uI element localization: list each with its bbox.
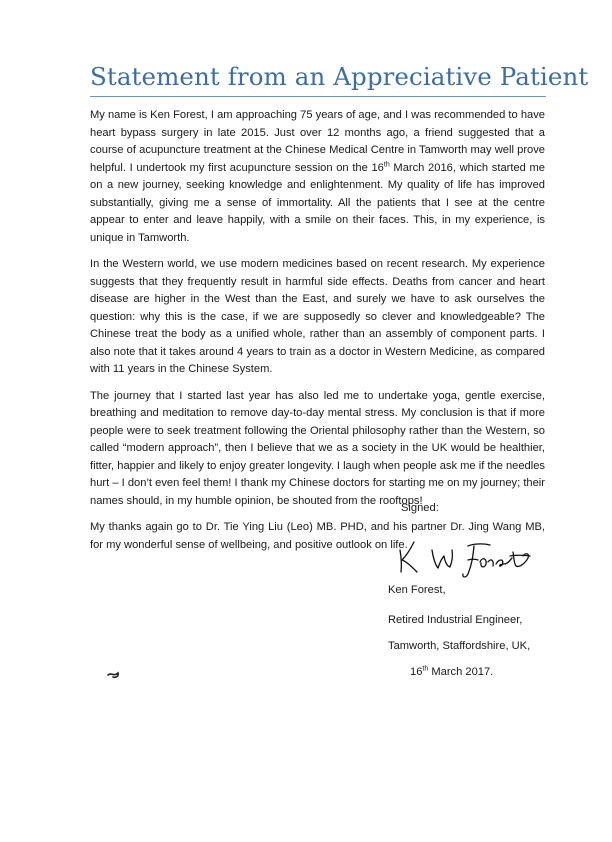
signer-role: Retired Industrial Engineer, (388, 614, 523, 626)
signer-location: Tamworth, Staffordshire, UK, (388, 640, 531, 652)
date-day: 16 (410, 666, 423, 678)
statement-body (90, 107, 545, 563)
date-rest: March 2017. (428, 666, 494, 678)
paragraph-4: My thanks again go to Dr. Tie Ying Liu (Leo) MB. PHD, and his partner Dr. Jing Wang MB, for my wonderful sense of wellbeing, and positive outlook on life. (90, 521, 545, 551)
ordinal-suffix: th (383, 160, 390, 168)
title-underline (90, 96, 546, 97)
paragraph-1-text-b: March 2016, which started me on a new journey, seeking knowledge and enlightenment. My quality of life has improved substantially, giving me a sense of immortality. All the patients that I see at the centre appear to enter and leave happily, with a smile on their faces. This, in my experience, is unique in Tamworth. (90, 161, 545, 244)
signing-date (410, 664, 493, 680)
paragraph-3: The journey that I started last year has also led me to undertake yoga, gentle exercise, breathing and meditation to remove day-to-day mental stress. My conclusion is that if more people were to seek treatment following the Oriental philosophy rather than the Western, so called “modern approach”, then I believe that we as a society in the UK would be healthier, fitter, happier and likely to enjoy greater longevity. I laugh when people ask me if the needles hurt – I don’t even feel them! I thank my Chinese doctors for starting me on my journey; their names should, in my humble opinion, be shouted from the rooftops! (90, 389, 545, 507)
handwritten-signature (396, 536, 542, 580)
date-ordinal-suffix: th (422, 665, 429, 673)
paragraph-2: In the Western world, we use modern medicines based on recent research. My experience suggests that they frequently result in harmful side effects. Deaths from cancer and heart disease are higher in the West than the East, and surely we have to ask ourselves the question: why this is the case, if we are supposedly so clever and knowledgeable? The Chinese treat the body as a unified whole, rather than an assembly of component parts. I also note that it takes around 4 years to train as a doctor in Western Medicine, as compared with 11 years in the Chinese System. (90, 258, 545, 375)
signer-name: Ken Forest, (388, 584, 446, 596)
signed-label: Signed: (401, 502, 439, 514)
stray-ink-mark (106, 668, 122, 680)
document-title: Statement from an Appreciative Patient (90, 62, 589, 91)
paragraph-1-text-a: My name is Ken Forest, I am approaching 75 years of age, and I was recommended to have heart bypass surgery in late 2015. Just over 12 months ago, a friend suggested that a course of acupuncture treatment at the Chinese Medical Centre in Tamworth may well prove helpful. I undertook my first acupuncture session on the 16 (90, 109, 545, 174)
paragraph-1 (90, 107, 545, 247)
